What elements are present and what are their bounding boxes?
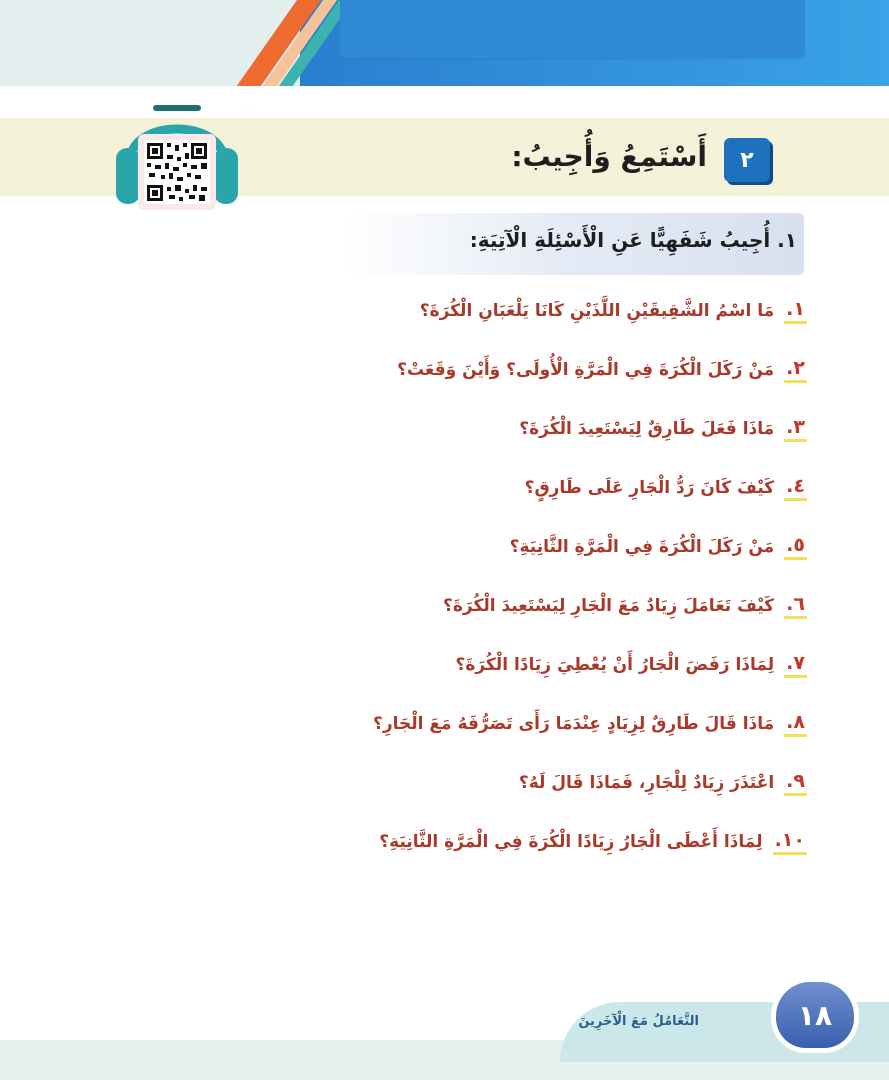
question-item: [519, 416, 807, 442]
question-number: ٨.: [784, 711, 807, 737]
question-item: [455, 652, 807, 678]
question-number: ١٠.: [773, 829, 807, 855]
question-text: مَاذَا فَعَلَ طَارِقٌ لِيَسْتَعِيدَ الْكُرَةَ؟: [519, 419, 775, 439]
question-number: ٥.: [784, 534, 807, 560]
question-number: ٧.: [784, 652, 807, 678]
question-text: لِمَاذَا رَفَضَ الْجَارُ أَنْ يُعْطِيَ زِيَادًا الْكُرَةَ؟: [455, 655, 775, 675]
question-item: [420, 298, 807, 324]
top-banner: [0, 0, 889, 86]
question-text: كَيْفَ تَعَامَلَ زِيَادٌ مَعَ الْجَارِ لِيَسْتَعِيدَ الْكُرَةَ؟: [442, 596, 775, 616]
footer-chapter-title: التَّعَامُلُ مَعَ الْآخَرِينَ: [578, 1014, 699, 1029]
question-item: [525, 475, 807, 501]
question-item: [397, 357, 807, 383]
sub-exercise-title: ١. أُجِيبُ شَفَهِيًّا عَنِ الْأَسْئِلَةِ الْآتِيَةِ:: [469, 228, 797, 252]
headphones-qr-icon[interactable]: [112, 100, 242, 210]
section-title: أَسْتَمِعُ وَأُجِيبُ:: [511, 140, 707, 173]
question-item: [443, 593, 807, 619]
question-item: [519, 770, 807, 796]
question-number: ٢.: [784, 357, 807, 383]
question-text: مَنْ رَكَلَ الْكُرَةَ فِي الْمَرَّةِ الْأُولَى؟ وَأَيْنَ وَقَعَتْ؟: [397, 360, 775, 380]
question-text: مَا اسْمُ الشَّقِيقَيْنِ اللَّذَيْنِ كَانَا يَلْعَبَانِ الْكُرَةَ؟: [419, 301, 775, 321]
question-item: [510, 534, 807, 560]
question-item: [379, 829, 807, 855]
question-text: كَيْفَ كَانَ رَدُّ الْجَارِ عَلَى طَارِقٍ؟: [524, 478, 775, 498]
banner-inner-card: [340, 0, 805, 58]
question-number: ٤.: [784, 475, 807, 501]
question-number: ٦.: [784, 593, 807, 619]
section-number-badge: ٢: [724, 138, 770, 182]
question-number: ١.: [784, 298, 807, 324]
question-text: مَنْ رَكَلَ الْكُرَةَ فِي الْمَرَّةِ الثَّانِيَةِ؟: [509, 537, 775, 557]
question-item: [373, 711, 807, 737]
page-number-badge: ١٨: [776, 982, 854, 1048]
question-text: مَاذَا قَالَ طَارِقٌ لِزِيَادٍ عِنْدَمَا رَأَى تَصَرُّفَهُ مَعَ الْجَارِ؟: [373, 714, 775, 734]
question-number: ٩.: [784, 770, 807, 796]
question-number: ٣.: [784, 416, 807, 442]
question-text: لِمَاذَا أَعْطَى الْجَارُ زِيَادًا الْكُرَةَ فِي الْمَرَّةِ الثَّانِيَةِ؟: [379, 832, 763, 852]
question-text: اعْتَذَرَ زِيَادٌ لِلْجَارِ، فَمَاذَا قَالَ لَهُ؟: [518, 773, 775, 793]
